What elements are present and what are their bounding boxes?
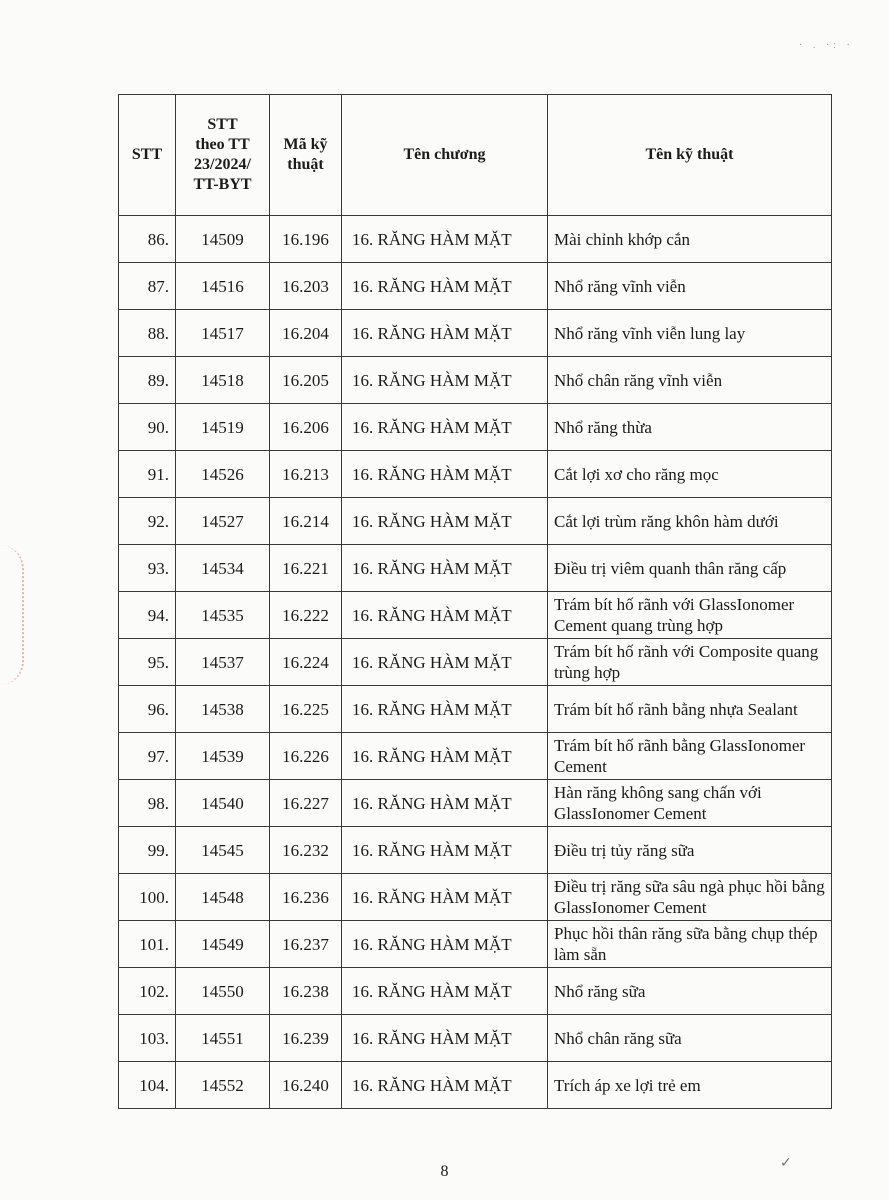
cell-stt-tt: 14549 xyxy=(176,921,270,968)
cell-ma-ky-thuat: 16.227 xyxy=(270,780,342,827)
cell-stt-tt: 14518 xyxy=(176,357,270,404)
cell-stt: 89. xyxy=(119,357,176,404)
cell-stt-tt: 14540 xyxy=(176,780,270,827)
cell-stt: 87. xyxy=(119,263,176,310)
table-row xyxy=(119,1062,832,1109)
table-row xyxy=(119,827,832,874)
table-row xyxy=(119,780,832,827)
stamp-edge xyxy=(0,545,24,685)
cell-ten-ky-thuat: Phục hồi thân răng sữa bằng chụp thép làm sẵn xyxy=(548,921,832,968)
cell-ma-ky-thuat: 16.206 xyxy=(270,404,342,451)
cell-ten-ky-thuat: Trám bít hố rãnh bằng GlassIonomer Cement xyxy=(548,733,832,780)
cell-ten-ky-thuat: Điều trị viêm quanh thân răng cấp xyxy=(548,545,832,592)
table-body xyxy=(119,216,832,1109)
table-row xyxy=(119,686,832,733)
table-row xyxy=(119,733,832,780)
cell-ma-ky-thuat: 16.205 xyxy=(270,357,342,404)
cell-stt-tt: 14548 xyxy=(176,874,270,921)
cell-stt-tt: 14516 xyxy=(176,263,270,310)
cell-stt: 104. xyxy=(119,1062,176,1109)
cell-ten-chuong: 16. RĂNG HÀM MẶT xyxy=(342,357,548,404)
table-header-row xyxy=(119,95,832,216)
header-stt-tt-line: 23/2024/ xyxy=(194,156,251,173)
cell-ma-ky-thuat: 16.237 xyxy=(270,921,342,968)
cell-ten-ky-thuat: Điều trị tủy răng sữa xyxy=(548,827,832,874)
cell-ten-ky-thuat: Trám bít hố rãnh với Composite quang trùng hợp xyxy=(548,639,832,686)
cell-ma-ky-thuat: 16.239 xyxy=(270,1015,342,1062)
header-stt-tt xyxy=(176,95,270,216)
table-row xyxy=(119,216,832,263)
cell-stt-tt: 14519 xyxy=(176,404,270,451)
cell-stt-tt: 14527 xyxy=(176,498,270,545)
cell-ma-ky-thuat: 16.214 xyxy=(270,498,342,545)
header-stt: STT xyxy=(119,95,176,216)
cell-stt: 99. xyxy=(119,827,176,874)
header-ma-line: Mã kỹ xyxy=(283,136,328,153)
header-ma-ky-thuat xyxy=(270,95,342,216)
cell-stt: 88. xyxy=(119,310,176,357)
cell-ma-ky-thuat: 16.226 xyxy=(270,733,342,780)
table-row xyxy=(119,451,832,498)
header-ten-ky-thuat: Tên kỹ thuật xyxy=(548,95,832,216)
scan-speckle: · . ·: · xyxy=(799,40,854,51)
table-row xyxy=(119,1015,832,1062)
cell-ten-ky-thuat: Cắt lợi xơ cho răng mọc xyxy=(548,451,832,498)
cell-ten-chuong: 16. RĂNG HÀM MẶT xyxy=(342,310,548,357)
technique-table xyxy=(118,94,832,1109)
table-row xyxy=(119,968,832,1015)
cell-stt: 97. xyxy=(119,733,176,780)
cell-ten-ky-thuat: Trám bít hố rãnh bằng nhựa Sealant xyxy=(548,686,832,733)
cell-stt: 92. xyxy=(119,498,176,545)
cell-stt-tt: 14509 xyxy=(176,216,270,263)
cell-ten-chuong: 16. RĂNG HÀM MẶT xyxy=(342,733,548,780)
table-row xyxy=(119,921,832,968)
cell-ma-ky-thuat: 16.222 xyxy=(270,592,342,639)
cell-stt: 93. xyxy=(119,545,176,592)
cell-ten-chuong: 16. RĂNG HÀM MẶT xyxy=(342,921,548,968)
margin-mark: ✓ xyxy=(780,1156,792,1171)
cell-ma-ky-thuat: 16.203 xyxy=(270,263,342,310)
cell-ten-ky-thuat: Cắt lợi trùm răng khôn hàm dưới xyxy=(548,498,832,545)
cell-ten-chuong: 16. RĂNG HÀM MẶT xyxy=(342,545,548,592)
cell-ma-ky-thuat: 16.196 xyxy=(270,216,342,263)
cell-ma-ky-thuat: 16.225 xyxy=(270,686,342,733)
cell-ten-chuong: 16. RĂNG HÀM MẶT xyxy=(342,592,548,639)
cell-stt: 98. xyxy=(119,780,176,827)
cell-stt-tt: 14550 xyxy=(176,968,270,1015)
cell-stt: 91. xyxy=(119,451,176,498)
cell-stt-tt: 14517 xyxy=(176,310,270,357)
cell-ma-ky-thuat: 16.224 xyxy=(270,639,342,686)
cell-stt-tt: 14551 xyxy=(176,1015,270,1062)
cell-ten-ky-thuat: Nhổ răng vĩnh viễn xyxy=(548,263,832,310)
cell-ten-chuong: 16. RĂNG HÀM MẶT xyxy=(342,404,548,451)
cell-ma-ky-thuat: 16.236 xyxy=(270,874,342,921)
header-ma-line: thuật xyxy=(287,156,324,173)
cell-ten-ky-thuat: Trám bít hố rãnh với GlassIonomer Cement quang trùng hợp xyxy=(548,592,832,639)
table-row xyxy=(119,592,832,639)
header-ten-chuong: Tên chương xyxy=(342,95,548,216)
cell-ten-chuong: 16. RĂNG HÀM MẶT xyxy=(342,639,548,686)
cell-stt: 100. xyxy=(119,874,176,921)
table-row xyxy=(119,498,832,545)
cell-stt: 95. xyxy=(119,639,176,686)
header-stt-tt-line: TT-BYT xyxy=(193,176,252,193)
cell-ten-ky-thuat: Nhổ răng thừa xyxy=(548,404,832,451)
cell-ten-chuong: 16. RĂNG HÀM MẶT xyxy=(342,263,548,310)
cell-stt-tt: 14537 xyxy=(176,639,270,686)
cell-ma-ky-thuat: 16.213 xyxy=(270,451,342,498)
cell-ten-chuong: 16. RĂNG HÀM MẶT xyxy=(342,1062,548,1109)
cell-ten-chuong: 16. RĂNG HÀM MẶT xyxy=(342,686,548,733)
cell-ten-ky-thuat: Mài chỉnh khớp cắn xyxy=(548,216,832,263)
cell-stt: 94. xyxy=(119,592,176,639)
header-stt-tt-line: theo TT xyxy=(195,136,250,153)
cell-ten-chuong: 16. RĂNG HÀM MẶT xyxy=(342,780,548,827)
cell-ten-ky-thuat: Nhổ chân răng sữa xyxy=(548,1015,832,1062)
page-number: 8 xyxy=(440,1163,449,1180)
cell-ten-chuong: 16. RĂNG HÀM MẶT xyxy=(342,1015,548,1062)
cell-stt-tt: 14539 xyxy=(176,733,270,780)
cell-stt: 102. xyxy=(119,968,176,1015)
cell-ma-ky-thuat: 16.221 xyxy=(270,545,342,592)
cell-stt: 101. xyxy=(119,921,176,968)
cell-ten-chuong: 16. RĂNG HÀM MẶT xyxy=(342,216,548,263)
cell-stt-tt: 14538 xyxy=(176,686,270,733)
table-row xyxy=(119,639,832,686)
cell-ten-ky-thuat: Nhổ răng vĩnh viễn lung lay xyxy=(548,310,832,357)
cell-ten-chuong: 16. RĂNG HÀM MẶT xyxy=(342,874,548,921)
cell-stt-tt: 14545 xyxy=(176,827,270,874)
table-row xyxy=(119,545,832,592)
cell-ten-chuong: 16. RĂNG HÀM MẶT xyxy=(342,968,548,1015)
cell-ten-chuong: 16. RĂNG HÀM MẶT xyxy=(342,498,548,545)
cell-ma-ky-thuat: 16.204 xyxy=(270,310,342,357)
cell-ten-chuong: 16. RĂNG HÀM MẶT xyxy=(342,827,548,874)
cell-ten-ky-thuat: Điều trị răng sữa sâu ngà phục hồi bằng GlassIonomer Cement xyxy=(548,874,832,921)
table-row xyxy=(119,874,832,921)
table-row xyxy=(119,357,832,404)
header-stt-tt-line: STT xyxy=(207,116,238,133)
cell-ma-ky-thuat: 16.240 xyxy=(270,1062,342,1109)
cell-ten-ky-thuat: Nhổ răng sữa xyxy=(548,968,832,1015)
table-row xyxy=(119,263,832,310)
cell-ma-ky-thuat: 16.232 xyxy=(270,827,342,874)
cell-stt: 96. xyxy=(119,686,176,733)
cell-ten-ky-thuat: Nhổ chân răng vĩnh viễn xyxy=(548,357,832,404)
cell-stt-tt: 14552 xyxy=(176,1062,270,1109)
cell-ten-chuong: 16. RĂNG HÀM MẶT xyxy=(342,451,548,498)
table-row xyxy=(119,404,832,451)
cell-stt-tt: 14535 xyxy=(176,592,270,639)
cell-ma-ky-thuat: 16.238 xyxy=(270,968,342,1015)
cell-stt: 86. xyxy=(119,216,176,263)
cell-stt-tt: 14534 xyxy=(176,545,270,592)
cell-ten-ky-thuat: Trích áp xe lợi trẻ em xyxy=(548,1062,832,1109)
cell-stt: 103. xyxy=(119,1015,176,1062)
table-row xyxy=(119,310,832,357)
cell-stt-tt: 14526 xyxy=(176,451,270,498)
cell-ten-ky-thuat: Hàn răng không sang chấn với GlassIonomer Cement xyxy=(548,780,832,827)
cell-stt: 90. xyxy=(119,404,176,451)
